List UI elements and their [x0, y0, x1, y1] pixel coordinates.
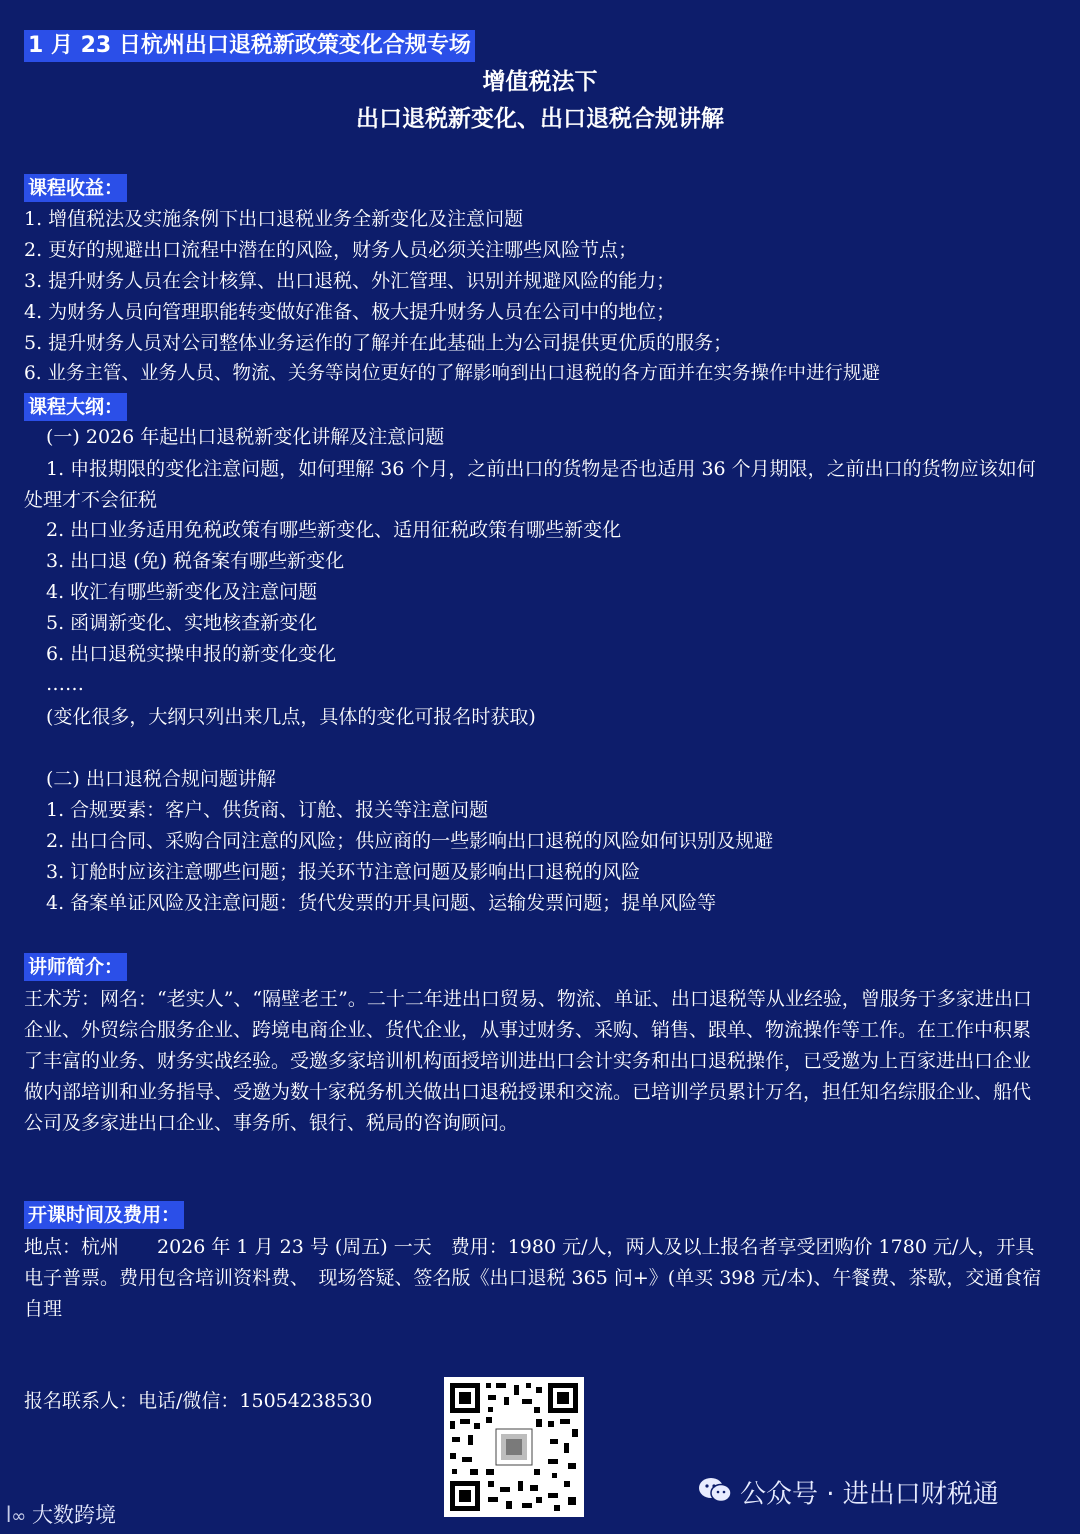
subtitle-line-1: 增值税法下	[482, 69, 598, 95]
outline-note: (变化很多，大纲只列出来几点，具体的变化可报名时获取)	[46, 706, 536, 728]
benefit-item: 6. 业务主管、业务人员、物流、关务等岗位更好的了解影响到出口退税的各方面并在实务操作中进行规避	[24, 363, 881, 384]
outline-part1-item: 2. 出口业务适用免税政策有哪些新变化、适用征税政策有哪些新变化	[46, 519, 622, 541]
contact-text: 报名联系人：电话/微信：15054238530	[24, 1390, 373, 1412]
outline-part1-item: 4. 收汇有哪些新变化及注意问题	[46, 581, 318, 603]
outline-ellipsis: ……	[46, 673, 84, 695]
benefit-item: 3. 提升财务人员在会计核算、出口退税、外汇管理、识别并规避风险的能力；	[24, 270, 676, 292]
outline-part1-item: 5. 函调新变化、实地核查新变化	[46, 612, 318, 634]
benefits-heading: 课程收益：	[24, 174, 127, 202]
outline-part1-title: (一) 2026 年起出口退税新变化讲解及注意问题	[46, 426, 445, 448]
benefit-item: 2. 更好的规避出口流程中潜在的风险，财务人员必须关注哪些风险节点；	[24, 239, 638, 261]
event-title: 1 月 23 日杭州出口退税新政策变化合规专场	[24, 30, 475, 62]
schedule-heading: 开课时间及费用：	[24, 1201, 184, 1229]
benefit-item: 4. 为财务人员向管理职能转变做好准备、极大提升财务人员在公司中的地位；	[24, 301, 676, 323]
outline-part2-title: (二) 出口退税合规问题讲解	[46, 768, 276, 790]
qr-code-icon	[444, 1377, 584, 1517]
benefit-item: 5. 提升财务人员对公司整体业务运作的了解并在此基础上为公司提供更优质的服务；	[24, 332, 733, 354]
outline-part1-item: 3. 出口退 (免) 税备案有哪些新变化	[46, 550, 345, 572]
outline-heading: 课程大纲：	[24, 393, 127, 421]
subtitle-line-2: 出口退税新变化、出口退税合规讲解	[356, 106, 724, 132]
instructor-bio: 王术芳：网名：“老实人”、“隔壁老王”。二十二年进出口贸易、物流、单证、出口退税等从业经验，曾服务于多家进出口企业、外贸综合服务企业、跨境电商企业、货代企业，从事过财务、采购、销售、跟单、物流操作等工作。在工作中积累了丰富的业务、财务实战经验。受邀多家培训机构面授培训进出口会计实务和出口退税操作，已受邀为上百家进出口企业做内部培训和业务指导、受邀为数十家税务机关做出口退税授课和交流。已培训学员累计万名，担任知名综服企业、船代公司及多家进出口企业、事务所、银行、税局的咨询顾问。	[24, 988, 1032, 1134]
watermark-left	[6, 1500, 116, 1532]
instructor-heading: 讲师简介：	[24, 953, 127, 981]
wechat-icon	[698, 1476, 732, 1513]
watermark-right-text: 公众号 · 进出口财税通	[740, 1479, 999, 1510]
watermark-right	[698, 1476, 999, 1513]
outline-part2-item: 3. 订舱时应该注意哪些问题；报关环节注意问题及影响出口退税的风险	[46, 861, 641, 883]
watermark-left-text: 大数跨境	[32, 1503, 117, 1527]
qr-code-image	[444, 1377, 584, 1517]
outline-part2-item: 4. 备案单证风险及注意问题：货代发票的开具问题、运输发票问题；提单风险等	[46, 892, 717, 914]
schedule-details: 地点：杭州 2026 年 1 月 23 号 (周五) 一天 费用：1980 元/人，两人及以上报名者享受团购价 1780 元/人，开具电子普票。费用包含培训资料费、 现场答疑、签名版《出口退税 365 问+》(单买 398 元/本)、午餐费、茶歇，交通食宿自理	[24, 1236, 1042, 1320]
outline-part2-item: 2. 出口合同、采购合同注意的风险；供应商的一些影响出口退税的风险如何识别及规避	[46, 830, 774, 852]
watermark-left-logo-icon: ꟾ∞	[6, 1506, 33, 1527]
outline-part1-item-1: 1. 申报期限的变化注意问题，如何理解 36 个月，之前出口的货物是否也适用 36 个月期限，之前出口的货物应该如何处理才不会征税	[24, 458, 1036, 511]
benefit-item: 1. 增值税法及实施条例下出口退税业务全新变化及注意问题	[24, 208, 524, 230]
outline-part2-item: 1. 合规要素：客户、供货商、订舱、报关等注意问题	[46, 799, 489, 821]
outline-part1-item: 6. 出口退税实操申报的新变化变化	[46, 643, 337, 665]
